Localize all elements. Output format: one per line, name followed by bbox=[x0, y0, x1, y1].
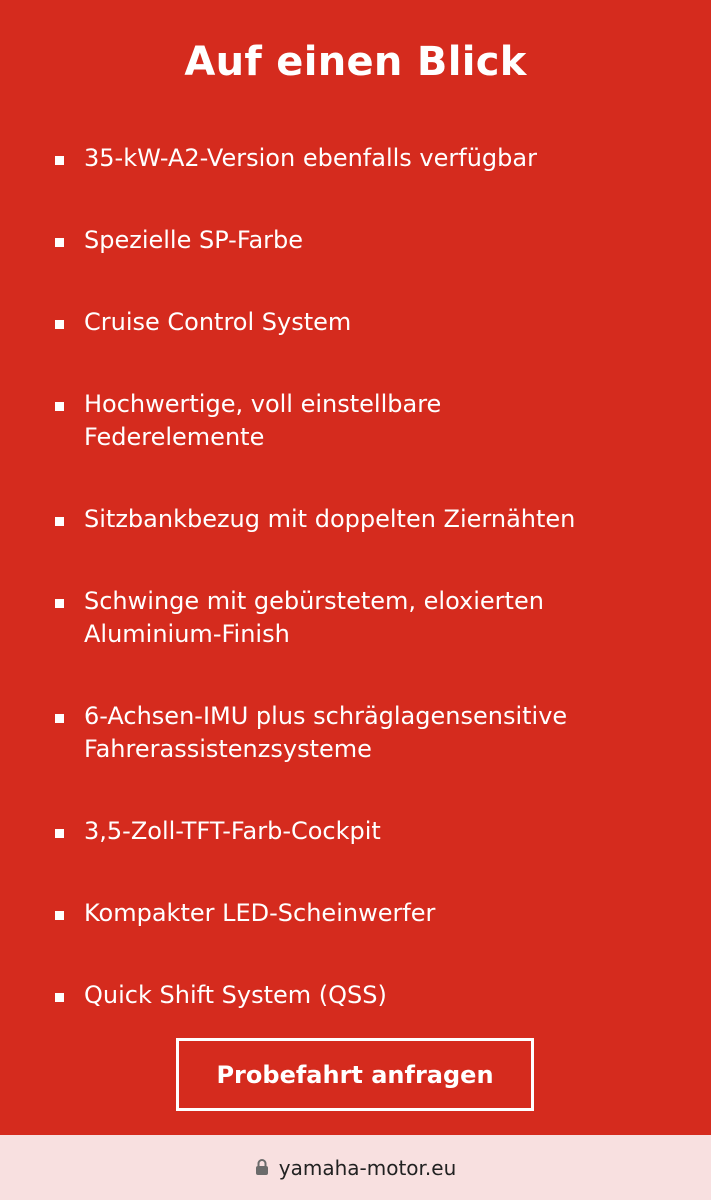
bullet-icon bbox=[55, 156, 64, 165]
bullet-icon bbox=[55, 993, 64, 1002]
feature-text bbox=[84, 503, 684, 536]
feature-line-1: 3,5-Zoll-TFT-Farb-Cockpit bbox=[84, 817, 381, 845]
feature-line-2: Aluminium-Finish bbox=[84, 620, 290, 648]
feature-line-1: 6-Achsen-IMU plus schräglagensensitive bbox=[84, 702, 568, 730]
feature-line-1: Spezielle SP-Farbe bbox=[84, 226, 304, 254]
feature-text bbox=[84, 585, 684, 651]
feature-text bbox=[84, 224, 684, 257]
feature-line-2: Fahrerassistenzsysteme bbox=[84, 735, 372, 763]
bullet-icon bbox=[55, 517, 64, 526]
feature-line-1: Kompakter LED-Scheinwerfer bbox=[84, 899, 436, 927]
feature-text bbox=[84, 815, 684, 848]
feature-line-1: 35-kW-A2-Version ebenfalls verfügbar bbox=[84, 144, 537, 172]
bullet-icon bbox=[55, 829, 64, 838]
bullet-icon bbox=[55, 402, 64, 411]
bullet-icon bbox=[55, 911, 64, 920]
feature-text bbox=[84, 142, 684, 175]
feature-line-1: Hochwertige, voll einstellbare bbox=[84, 390, 442, 418]
feature-line-1: Schwinge mit gebürstetem, eloxierten bbox=[84, 587, 544, 615]
url-text: yamaha-motor.eu bbox=[278, 1155, 457, 1180]
feature-text bbox=[84, 700, 684, 766]
feature-text bbox=[84, 388, 684, 454]
feature-line-2: Federelemente bbox=[84, 423, 265, 451]
section-title: Auf einen Blick bbox=[184, 39, 527, 85]
bullet-icon bbox=[55, 320, 64, 329]
browser-url-bar[interactable] bbox=[0, 1135, 711, 1200]
bullet-icon bbox=[55, 238, 64, 247]
test-ride-button[interactable]: Probefahrt anfragen bbox=[176, 1038, 534, 1111]
lock-icon bbox=[255, 1158, 269, 1176]
feature-text bbox=[84, 979, 684, 1012]
feature-line-1: Quick Shift System (QSS) bbox=[84, 981, 387, 1009]
feature-line-1: Sitzbankbezug mit doppelten Ziernähten bbox=[84, 505, 576, 533]
feature-text bbox=[84, 306, 684, 339]
bullet-icon bbox=[55, 714, 64, 723]
feature-text bbox=[84, 897, 684, 930]
feature-line-1: Cruise Control System bbox=[84, 308, 352, 336]
bullet-icon bbox=[55, 599, 64, 608]
